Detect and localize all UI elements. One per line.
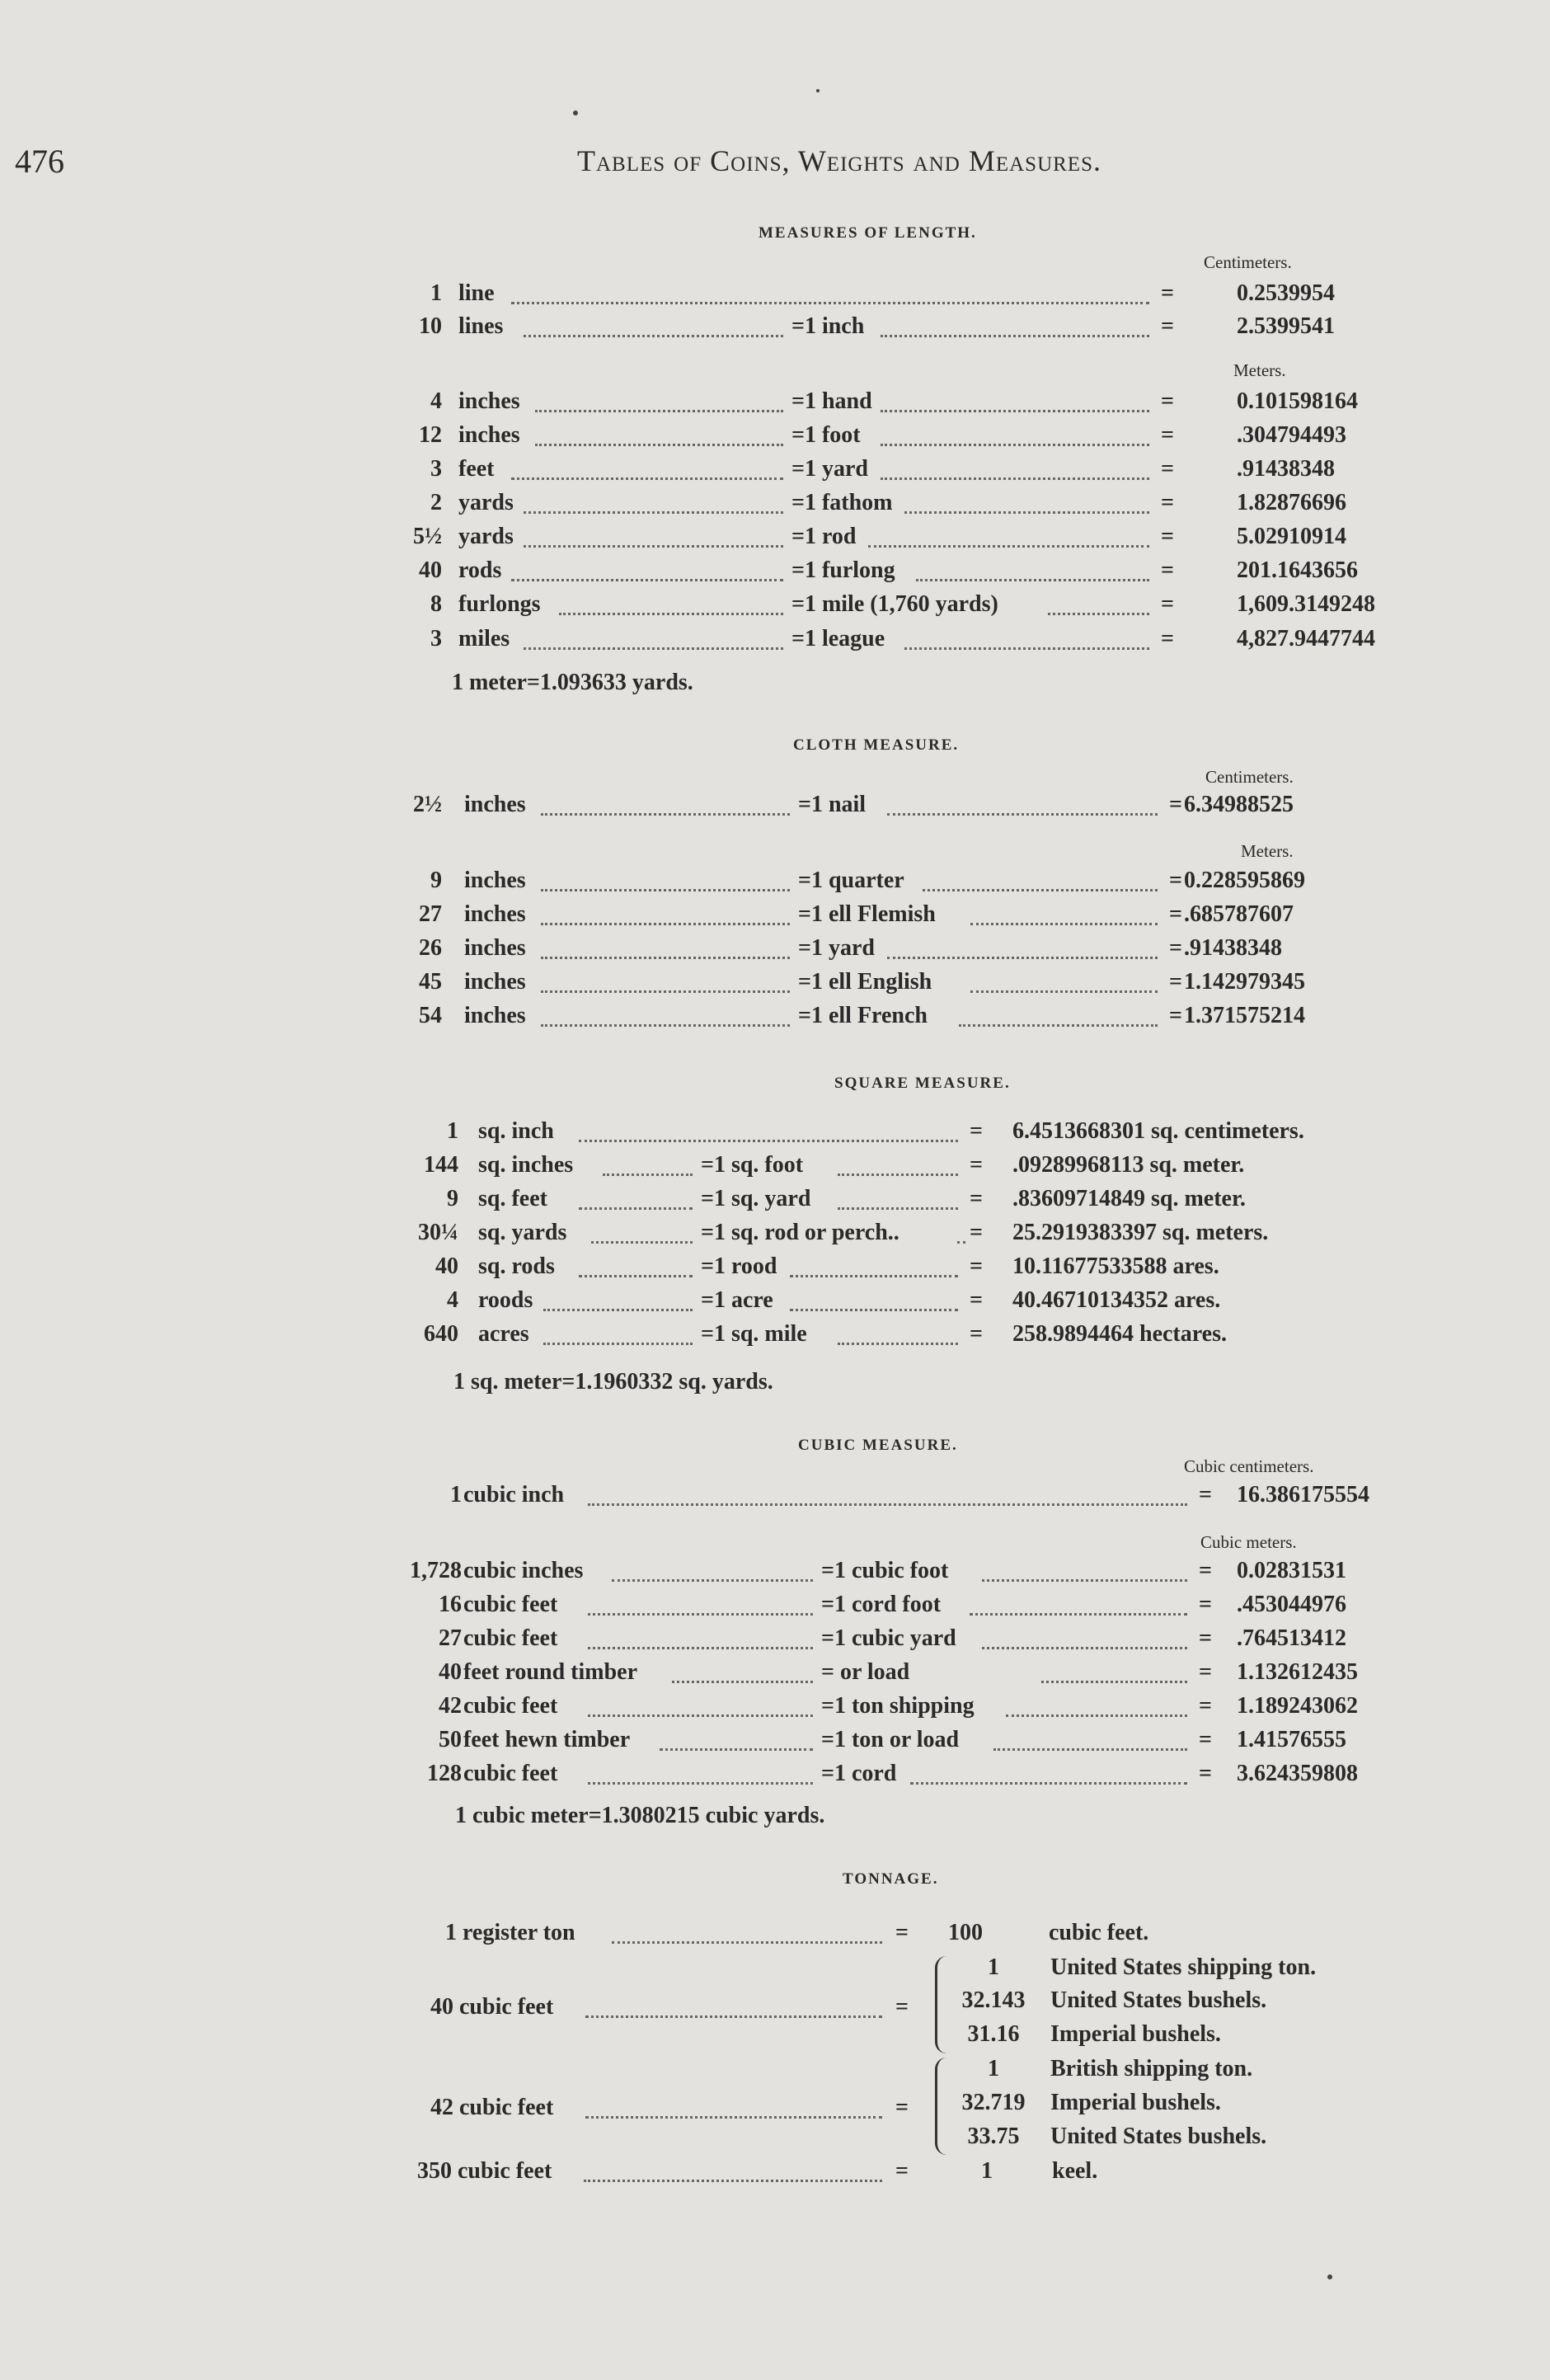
length-row	[0, 490, 1550, 520]
brace-icon	[935, 2058, 951, 2155]
tonnage-quantity: 31.16	[967, 2021, 1020, 2047]
length-leader	[511, 579, 783, 581]
cubic-unit-name: cubic inches	[463, 1558, 584, 1583]
cubic-row	[0, 1558, 1550, 1587]
length-equals: =	[1161, 490, 1174, 515]
cloth-row	[0, 792, 1550, 821]
cloth-quantity: 27	[419, 901, 442, 927]
section-title-tonnage: TONNAGE.	[843, 1870, 939, 1888]
square-value: .83609714849 sq. meter.	[1012, 1186, 1246, 1211]
cloth-leader	[541, 813, 790, 816]
length-quantity: 12	[419, 422, 442, 448]
square-value: 258.9894464 hectares.	[1012, 1321, 1227, 1347]
cubic-quantity: 27	[439, 1625, 462, 1651]
cubic-equivalent: =1 cord	[821, 1761, 897, 1786]
cubic-equals: =	[1199, 1625, 1212, 1651]
length-unit-name: feet	[458, 456, 495, 482]
cubic-leader	[993, 1748, 1187, 1751]
length-row	[0, 456, 1550, 486]
square-leader	[790, 1275, 959, 1277]
square-equivalent: =1 acre	[701, 1287, 773, 1313]
square-row	[0, 1152, 1550, 1182]
square-leader	[838, 1207, 959, 1210]
square-equivalent: =1 sq. mile	[701, 1321, 807, 1347]
tonnage-unit: Imperial bushels.	[1050, 2021, 1221, 2047]
cubic-value: 16.386175554	[1237, 1482, 1369, 1507]
cloth-equivalent: =1 yard	[798, 935, 875, 961]
cloth-value: .91438348	[1184, 935, 1282, 961]
square-row	[0, 1253, 1550, 1283]
tonnage-equals: =	[895, 1920, 909, 1945]
square-row	[0, 1186, 1550, 1216]
square-leader	[579, 1207, 693, 1210]
section-title-cloth: CLOTH MEASURE.	[793, 736, 960, 754]
square-equals: =	[970, 1220, 983, 1245]
cubic-unit-meters: Cubic meters.	[1200, 1532, 1297, 1552]
length-equals: =	[1161, 456, 1174, 482]
square-leader	[790, 1309, 959, 1311]
cubic-quantity: 40	[439, 1659, 462, 1685]
length-quantity: 3	[430, 626, 442, 651]
square-row	[0, 1287, 1550, 1317]
length-leader	[524, 647, 784, 650]
square-quantity: 30¼	[418, 1220, 458, 1245]
length-equals: =	[1161, 626, 1174, 651]
square-note: 1 sq. meter=1.1960332 sq. yards.	[453, 1369, 773, 1395]
square-leader	[591, 1241, 693, 1244]
cloth-equals: =	[1169, 868, 1182, 893]
tonnage-measure: 350 cubic feet	[417, 2158, 552, 2184]
cloth-equivalent: =1 quarter	[798, 868, 904, 893]
square-row	[0, 1118, 1550, 1148]
square-leader	[838, 1174, 959, 1176]
length-leader	[881, 477, 1150, 480]
cloth-leader	[887, 813, 1158, 816]
tonnage-quantity: 100	[948, 1920, 983, 1945]
cloth-quantity: 45	[419, 969, 442, 995]
square-quantity: 9	[447, 1186, 458, 1211]
cubic-equals: =	[1199, 1659, 1212, 1685]
length-equivalent: =1 inch	[791, 313, 865, 339]
cloth-leader	[541, 923, 790, 925]
length-row	[0, 422, 1550, 452]
length-equals: =	[1161, 313, 1174, 339]
cloth-equals: =	[1169, 969, 1182, 995]
cubic-equals: =	[1199, 1761, 1212, 1786]
tonnage-unit: British shipping ton.	[1050, 2056, 1253, 2081]
length-leader	[535, 444, 783, 446]
square-equals: =	[970, 1287, 983, 1313]
unit-label-centimeters: Centimeters.	[1204, 252, 1292, 272]
cloth-equivalent: =1 ell Flemish	[798, 901, 936, 927]
square-leader	[543, 1309, 693, 1311]
square-leader	[603, 1174, 693, 1176]
cloth-unit-name: inches	[464, 1003, 526, 1028]
length-leader	[881, 335, 1150, 337]
tonnage-equals: =	[895, 1994, 909, 2020]
cloth-equals: =	[1169, 792, 1182, 817]
length-unit-name: miles	[458, 626, 510, 651]
cloth-row	[0, 901, 1550, 931]
tonnage-quantity: 1	[988, 1954, 999, 1980]
cloth-leader	[541, 1024, 790, 1027]
length-unit-name: furlongs	[458, 591, 541, 617]
tonnage-leader	[585, 2015, 882, 2018]
square-leader	[579, 1140, 958, 1142]
square-equivalent: =1 sq. foot	[701, 1152, 804, 1178]
length-quantity: 40	[419, 557, 442, 583]
cubic-equals: =	[1199, 1482, 1212, 1507]
cubic-row	[0, 1592, 1550, 1621]
cloth-quantity: 9	[430, 868, 442, 893]
cubic-quantity: 1,728	[410, 1558, 462, 1583]
cubic-equivalent: =1 cubic foot	[821, 1558, 949, 1583]
square-unit-name: roods	[478, 1287, 533, 1313]
tonnage-unit: United States shipping ton.	[1050, 1954, 1317, 1980]
tonnage-measure: 42 cubic feet	[430, 2095, 554, 2120]
cloth-row	[0, 868, 1550, 897]
cloth-leader	[970, 923, 1158, 925]
length-leader	[881, 444, 1150, 446]
cubic-quantity: 128	[427, 1761, 462, 1786]
cubic-leader	[588, 1647, 813, 1649]
cubic-row	[0, 1693, 1550, 1723]
square-leader	[579, 1275, 693, 1277]
length-quantity: 5½	[413, 524, 442, 549]
cloth-unit-meters: Meters.	[1241, 841, 1294, 861]
tonnage-quantity: 33.75	[967, 2124, 1020, 2149]
length-leader	[904, 511, 1150, 514]
cubic-leader	[588, 1782, 813, 1785]
tonnage-quantity: 1	[988, 2056, 999, 2081]
tonnage-unit: Imperial bushels.	[1050, 2090, 1221, 2115]
length-leader	[904, 647, 1150, 650]
length-quantity: 2	[430, 490, 442, 515]
tonnage-quantity: 1	[981, 2158, 993, 2184]
cloth-value: 1.142979345	[1184, 969, 1305, 995]
square-equivalent: =1 rood	[701, 1253, 777, 1279]
cubic-equivalent: = or load	[821, 1659, 910, 1685]
section-title-square: SQUARE MEASURE.	[834, 1075, 1011, 1092]
length-equivalent: =1 league	[791, 626, 885, 651]
square-equals: =	[970, 1186, 983, 1211]
cubic-row	[0, 1727, 1550, 1757]
cubic-quantity: 42	[439, 1693, 462, 1719]
square-unit-name: sq. inch	[478, 1118, 554, 1144]
cubic-leader	[612, 1579, 813, 1582]
cubic-equals: =	[1199, 1592, 1212, 1617]
length-unit-name: line	[458, 280, 495, 306]
cloth-equivalent: =1 nail	[798, 792, 867, 817]
length-value: 1,609.3149248	[1237, 591, 1375, 617]
cubic-equals: =	[1199, 1558, 1212, 1583]
length-value: 0.2539954	[1237, 280, 1335, 306]
square-value: 10.11677533588 ares.	[1012, 1253, 1219, 1279]
tonnage-unit: United States bushels.	[1050, 2124, 1267, 2149]
cloth-leader	[923, 889, 1158, 891]
length-quantity: 8	[430, 591, 442, 617]
length-equivalent: =1 foot	[791, 422, 861, 448]
square-value: .09289968113 sq. meter.	[1012, 1152, 1245, 1178]
cubic-leader	[672, 1681, 814, 1683]
square-quantity: 1	[447, 1118, 458, 1144]
length-unit-name: lines	[458, 313, 504, 339]
cubic-unit-name: cubic inch	[463, 1482, 565, 1507]
cubic-leader	[982, 1579, 1188, 1582]
square-unit-name: sq. feet	[478, 1186, 547, 1211]
cubic-value: .764513412	[1237, 1625, 1346, 1651]
cubic-unit-name: feet round timber	[463, 1659, 637, 1685]
length-value: 4,827.9447744	[1237, 626, 1375, 651]
cubic-value: .453044976	[1237, 1592, 1346, 1617]
cubic-leader	[1041, 1681, 1187, 1683]
length-value: .304794493	[1237, 422, 1346, 448]
cubic-equivalent: =1 ton shipping	[821, 1693, 975, 1719]
square-equals: =	[970, 1321, 983, 1347]
cloth-equals: =	[1169, 901, 1182, 927]
cubic-unit-centimeters: Cubic centimeters.	[1184, 1456, 1314, 1476]
cloth-value: 0.228595869	[1184, 868, 1305, 893]
tonnage-unit: United States bushels.	[1050, 1987, 1267, 2013]
length-row	[0, 524, 1550, 553]
length-leader	[511, 302, 1149, 304]
tonnage-leader	[612, 1941, 882, 1944]
length-equivalent: =1 rod	[791, 524, 857, 549]
cubic-leader	[588, 1714, 813, 1717]
cloth-leader	[541, 990, 790, 993]
cubic-quantity: 1	[450, 1482, 462, 1507]
cubic-unit-name: cubic feet	[463, 1592, 558, 1617]
page-number: 476	[15, 143, 64, 180]
cloth-unit-name: inches	[464, 792, 526, 817]
cloth-value: 1.371575214	[1184, 1003, 1305, 1028]
cubic-unit-name: cubic feet	[463, 1761, 558, 1786]
cubic-quantity: 50	[439, 1727, 462, 1752]
section-title-cubic: CUBIC MEASURE.	[798, 1437, 958, 1454]
square-row	[0, 1220, 1550, 1249]
square-leader	[838, 1343, 959, 1345]
cloth-value: 6.34988525	[1184, 792, 1294, 817]
cloth-unit-name: inches	[464, 969, 526, 995]
length-equals: =	[1161, 557, 1174, 583]
length-unit-name: inches	[458, 388, 520, 414]
length-equals: =	[1161, 524, 1174, 549]
square-value: 25.2919383397 sq. meters.	[1012, 1220, 1269, 1245]
length-equivalent: =1 furlong	[791, 557, 895, 583]
length-equivalent: =1 hand	[791, 388, 872, 414]
square-equivalent: =1 sq. rod or perch..	[701, 1220, 899, 1245]
tonnage-measure: 40 cubic feet	[430, 1994, 554, 2020]
cloth-row	[0, 969, 1550, 999]
square-leader	[957, 1241, 965, 1244]
cloth-unit-centimeters: Centimeters.	[1205, 767, 1294, 787]
scan-speck	[573, 111, 578, 115]
brace-icon	[935, 1956, 951, 2053]
length-unit-name: yards	[458, 490, 514, 515]
length-note: 1 meter=1.093633 yards.	[452, 670, 693, 695]
cloth-quantity: 2½	[413, 792, 442, 817]
cubic-row	[0, 1761, 1550, 1790]
square-equals: =	[970, 1152, 983, 1178]
square-unit-name: acres	[478, 1321, 529, 1347]
cubic-row	[0, 1659, 1550, 1689]
square-equals: =	[970, 1118, 983, 1144]
cubic-unit-name: cubic feet	[463, 1693, 558, 1719]
length-leader	[535, 410, 783, 412]
length-leader	[881, 410, 1150, 412]
cubic-leader	[910, 1782, 1188, 1785]
length-equals: =	[1161, 280, 1174, 306]
length-row	[0, 313, 1550, 343]
length-row	[0, 626, 1550, 656]
cloth-quantity: 26	[419, 935, 442, 961]
length-quantity: 4	[430, 388, 442, 414]
cubic-unit-name: feet hewn timber	[463, 1727, 631, 1752]
tonnage-quantity: 32.143	[961, 1987, 1026, 2013]
unit-label-meters: Meters.	[1233, 360, 1286, 380]
square-unit-name: sq. yards	[478, 1220, 567, 1245]
cubic-note: 1 cubic meter=1.3080215 cubic yards.	[455, 1803, 825, 1828]
length-quantity: 10	[419, 313, 442, 339]
square-unit-name: sq. rods	[478, 1253, 555, 1279]
length-row	[0, 557, 1550, 587]
length-row	[0, 388, 1550, 418]
cubic-value: 1.41576555	[1237, 1727, 1346, 1752]
square-equals: =	[970, 1253, 983, 1279]
cloth-equals: =	[1169, 1003, 1182, 1028]
cubic-leader	[660, 1748, 813, 1751]
section-title-length: MEASURES OF LENGTH.	[759, 224, 977, 242]
tonnage-unit: cubic feet.	[1049, 1920, 1149, 1945]
length-leader	[1048, 613, 1150, 615]
cloth-leader	[541, 957, 790, 959]
cubic-leader	[1006, 1714, 1188, 1717]
cubic-equivalent: =1 cord foot	[821, 1592, 942, 1617]
cloth-unit-name: inches	[464, 868, 526, 893]
cubic-value: 0.02831531	[1237, 1558, 1346, 1583]
length-value: .91438348	[1237, 456, 1335, 482]
tonnage-leader	[584, 2180, 882, 2182]
square-leader	[543, 1343, 693, 1345]
cloth-leader	[959, 1024, 1158, 1027]
cloth-equals: =	[1169, 935, 1182, 961]
square-quantity: 4	[447, 1287, 458, 1313]
cloth-leader	[541, 889, 790, 891]
cloth-row	[0, 1003, 1550, 1032]
cubic-equals: =	[1199, 1727, 1212, 1752]
cubic-quantity: 16	[439, 1592, 462, 1617]
length-leader	[559, 613, 783, 615]
cubic-leader	[588, 1503, 1187, 1506]
length-equals: =	[1161, 388, 1174, 414]
square-quantity: 40	[435, 1253, 458, 1279]
tonnage-equals: =	[895, 2158, 909, 2184]
tonnage-quantity: 32.719	[961, 2090, 1026, 2115]
cubic-row	[0, 1625, 1550, 1655]
cloth-unit-name: inches	[464, 935, 526, 961]
length-unit-name: yards	[458, 524, 514, 549]
length-value: 0.101598164	[1237, 388, 1358, 414]
length-equivalent: =1 fathom	[791, 490, 893, 515]
square-quantity: 640	[424, 1321, 458, 1347]
length-leader	[524, 545, 784, 548]
cubic-row	[0, 1482, 1550, 1512]
cubic-leader	[982, 1647, 1188, 1649]
length-value: 1.82876696	[1237, 490, 1346, 515]
cubic-leader	[588, 1613, 813, 1616]
length-quantity: 1	[430, 280, 442, 306]
cubic-value: 1.132612435	[1237, 1659, 1358, 1685]
scan-speck	[816, 89, 820, 92]
square-quantity: 144	[424, 1152, 458, 1178]
length-leader	[524, 511, 784, 514]
cloth-leader	[970, 990, 1158, 993]
square-row	[0, 1321, 1550, 1351]
cubic-equivalent: =1 cubic yard	[821, 1625, 956, 1651]
cubic-value: 1.189243062	[1237, 1693, 1358, 1719]
cubic-leader	[970, 1613, 1187, 1616]
cloth-quantity: 54	[419, 1003, 442, 1028]
length-equals: =	[1161, 422, 1174, 448]
cloth-equivalent: =1 ell French	[798, 1003, 928, 1028]
square-unit-name: sq. inches	[478, 1152, 574, 1178]
cloth-leader	[887, 957, 1158, 959]
square-value: 40.46710134352 ares.	[1012, 1287, 1221, 1313]
cloth-row	[0, 935, 1550, 965]
running-head: Tables of Coins, Weights and Measures.	[577, 144, 1101, 177]
length-leader	[524, 335, 784, 337]
cubic-value: 3.624359808	[1237, 1761, 1358, 1786]
length-equivalent: =1 mile (1,760 yards)	[791, 591, 998, 617]
length-row	[0, 280, 1550, 310]
length-value: 2.5399541	[1237, 313, 1335, 339]
length-leader	[916, 579, 1149, 581]
length-unit-name: inches	[458, 422, 520, 448]
length-leader	[511, 477, 783, 480]
length-unit-name: rods	[458, 557, 502, 583]
length-leader	[868, 545, 1149, 548]
length-equivalent: =1 yard	[791, 456, 868, 482]
cloth-unit-name: inches	[464, 901, 526, 927]
cubic-equivalent: =1 ton or load	[821, 1727, 960, 1752]
tonnage-unit: keel.	[1052, 2158, 1098, 2184]
square-value: 6.4513668301 sq. centimeters.	[1012, 1118, 1304, 1144]
cubic-equals: =	[1199, 1693, 1212, 1719]
cubic-unit-name: cubic feet	[463, 1625, 558, 1651]
square-equivalent: =1 sq. yard	[701, 1186, 811, 1211]
tonnage-equals: =	[895, 2095, 909, 2120]
length-value: 201.1643656	[1237, 557, 1358, 583]
cloth-equivalent: =1 ell English	[798, 969, 932, 995]
scan-speck	[1327, 2274, 1332, 2279]
length-equals: =	[1161, 591, 1174, 617]
tonnage-leader	[585, 2116, 882, 2119]
length-quantity: 3	[430, 456, 442, 482]
cloth-value: .685787607	[1184, 901, 1294, 927]
tonnage-measure: 1 register ton	[445, 1920, 575, 1945]
length-row	[0, 591, 1550, 621]
length-value: 5.02910914	[1237, 524, 1346, 549]
